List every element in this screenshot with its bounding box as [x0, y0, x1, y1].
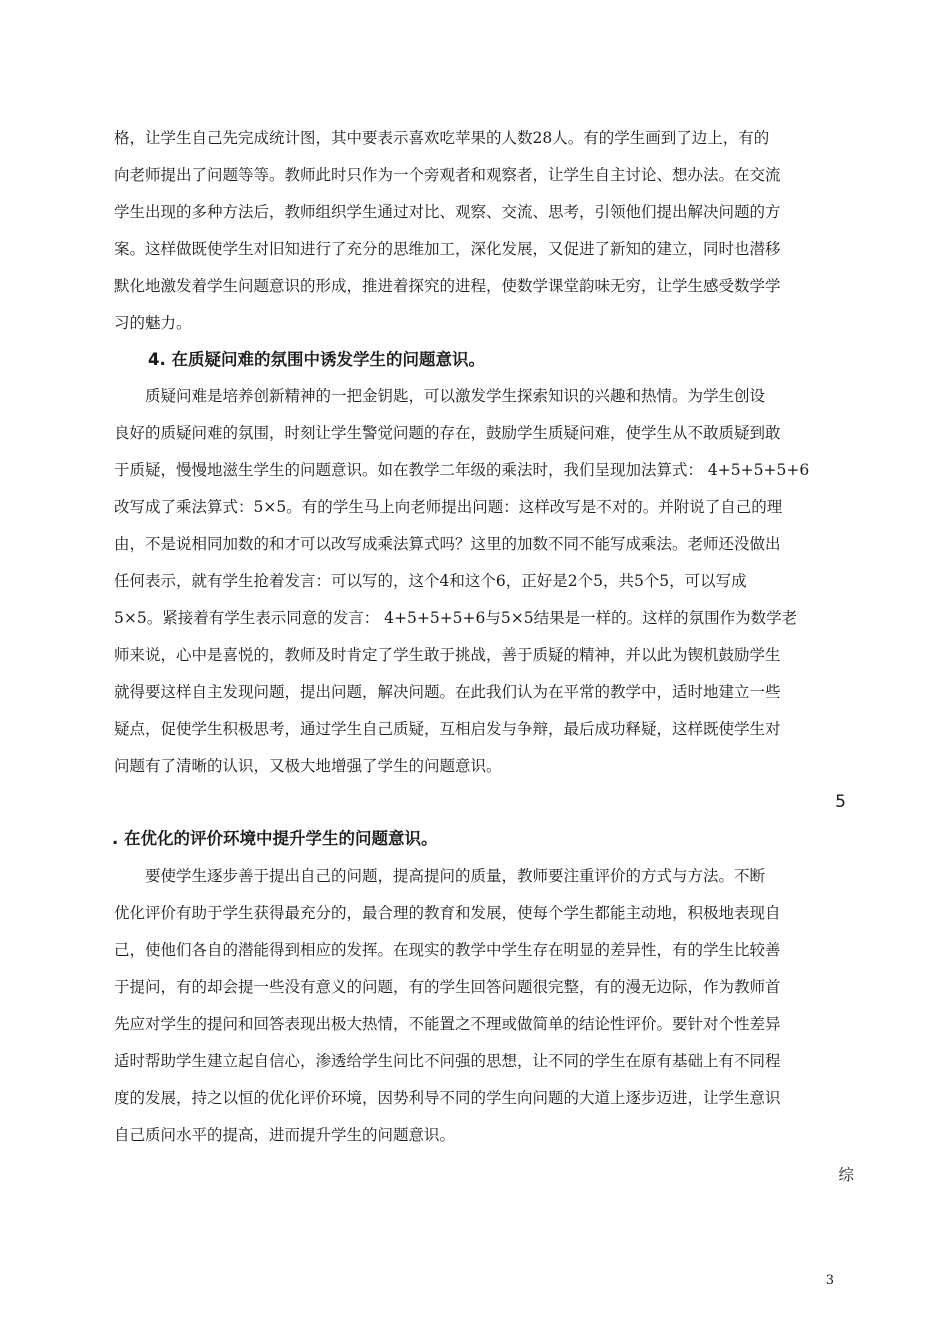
text-line: 自己质问水平的提高，进而提升学生的问题意识。: [114, 1126, 456, 1144]
text-line: 格，让学生自己先完成统计图，其中要表示喜欢吃苹果的人数28人。有的学生画到了边上，有的: [114, 129, 770, 147]
text-line: 改写成了乘法算式：5×5。有的学生马上向老师提出问题：这样改写是不对的。并附说了自己的理: [114, 498, 783, 516]
text-line: 就得要这样自主发现问题，提出问题，解决问题。在此我们认为在平常的教学中，适时地建立一些: [114, 683, 781, 701]
text-line: 任何表示，就有学生抢着发言：可以写的，这个4和这个6，正好是2个5，共5个5，可以写成: [114, 572, 747, 590]
text-line: 习的魅力。: [114, 314, 192, 332]
page-number: 3: [825, 1273, 834, 1288]
text-line: 师来说，心中是喜悦的，教师及时肯定了学生敢于挑战，善于质疑的精神，并以此为锲机鼓励学生: [114, 646, 781, 664]
heading-number-5: 5: [835, 792, 846, 812]
text-line: 于提问，有的却会提一些没有意义的问题，有的学生回答问题很完整，有的漫无边际，作为教师首: [114, 978, 781, 996]
trailing-character: 综: [838, 1166, 854, 1184]
text-line: 默化地激发着学生问题意识的形成，推进着探究的进程，使数学课堂韵味无穷，让学生感受数学学: [114, 277, 781, 295]
text-line: 疑点，促使学生积极思考，通过学生自己质疑，互相启发与争辩，最后成功释疑，这样既使学生对: [114, 720, 781, 738]
text-line: 先应对学生的提问和回答表现出极大热情，不能置之不理或做简单的结论性评价。要针对个性差异: [114, 1015, 781, 1033]
text-line: 由，不是说相同加数的和才可以改写成乘法算式吗？这里的加数不同不能写成乘法。老师还没做出: [114, 535, 781, 553]
text-line: 学生出现的多种方法后，教师组织学生通过对比、观察、交流、思考，引领他们提出解决问题的方: [114, 203, 781, 221]
section-heading-4: 4. 在质疑问难的氛围中诱发学生的问题意识。: [148, 350, 485, 369]
text-line: 5×5。紧接着有学生表示同意的发言： 4+5+5+5+6与5×5结果是一样的。这样的氛围作为数学老: [114, 609, 798, 627]
text-line: 良好的质疑问难的氛围，时刻让学生警觉问题的存在，鼓励学生质疑问难，使学生从不敢质疑到敢: [114, 424, 781, 442]
text-line: 质疑问难是培养创新精神的一把金钥匙，可以激发学生探索知识的兴趣和热情。为学生创设: [114, 387, 766, 405]
text-line: 问题有了清晰的认识，又极大地增强了学生的问题意识。: [114, 757, 502, 775]
section-heading-5: . 在优化的评价环境中提升学生的问题意识。: [112, 829, 438, 848]
text-line: 要使学生逐步善于提出自己的问题，提高提问的质量，教师要注重评价的方式与方法。不断: [114, 867, 766, 885]
text-line: 己，使他们各自的潜能得到相应的发挥。在现实的教学中学生存在明显的差异性，有的学生比较善: [114, 941, 781, 959]
text-line: 优化评价有助于学生获得最充分的，最合理的教育和发展，使每个学生都能主动地，积极地表现自: [114, 904, 781, 922]
text-line: 向老师提出了问题等等。教师此时只作为一个旁观者和观察者，让学生自主讨论、想办法。在交流: [114, 166, 781, 184]
text-line: 于质疑，慢慢地滋生学生的问题意识。如在教学二年级的乘法时，我们呈现加法算式： 4+5+5+5+6: [114, 461, 810, 479]
text-line: 案。这样做既使学生对旧知进行了充分的思维加工，深化发展，又促进了新知的建立，同时也潜移: [114, 240, 781, 258]
text-line: 度的发展，持之以恒的优化评价环境，因势利导不同的学生向问题的大道上逐步迈进，让学生意识: [114, 1089, 781, 1107]
text-line: 适时帮助学生建立起自信心，渗透给学生问比不问强的思想，让不同的学生在原有基础上有不同程: [114, 1052, 781, 1070]
